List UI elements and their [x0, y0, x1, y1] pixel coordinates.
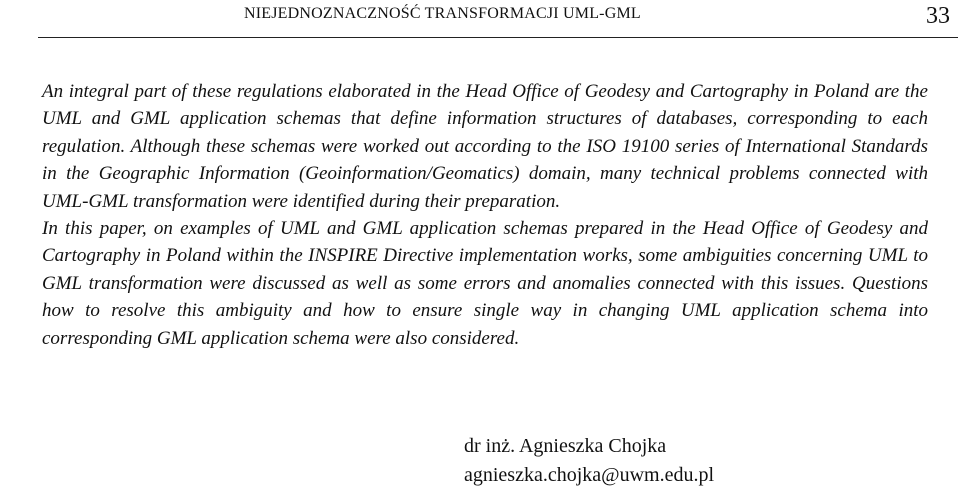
author-name: dr inż. Agnieszka Chojka: [464, 435, 667, 457]
author-email[interactable]: agnieszka.chojka@uwm.edu.pl: [464, 464, 715, 486]
abstract-paragraph-2: In this paper, on examples of UML and GML application schemas prepared in the Head Office of Geodesy and Cartography in Poland within the INSPIRE Directive implementation works, some ambiguities concerning UML to GML transformation were discussed as well as some errors and anomalies connected with this issues. Questions how to resolve this ambiguity and how to ensure single way in changing UML application schema into corresponding GML application schema were also considered.: [42, 218, 928, 349]
page-number: 33: [926, 3, 950, 29]
running-title: NIEJEDNOZNACZNOŚĆ TRANSFORMACJI UML-GML: [244, 5, 641, 22]
abstract-paragraph-1: An integral part of these regulations elaborated in the Head Office of Geodesy and Cartography in Poland are the UML and GML application schemas that define information structures of databases, corresponding to each regulation. Although these schemas were worked out according to the ISO 19100 series of International Standards in the Geographic Information (Geoinformation/Geomatics) domain, many technical problems connected with UML-GML transformation were identified during their preparation.: [42, 81, 928, 212]
abstract: [42, 78, 928, 352]
running-header: [0, 0, 960, 38]
author-block: [464, 432, 714, 490]
header-rule: [38, 37, 958, 38]
